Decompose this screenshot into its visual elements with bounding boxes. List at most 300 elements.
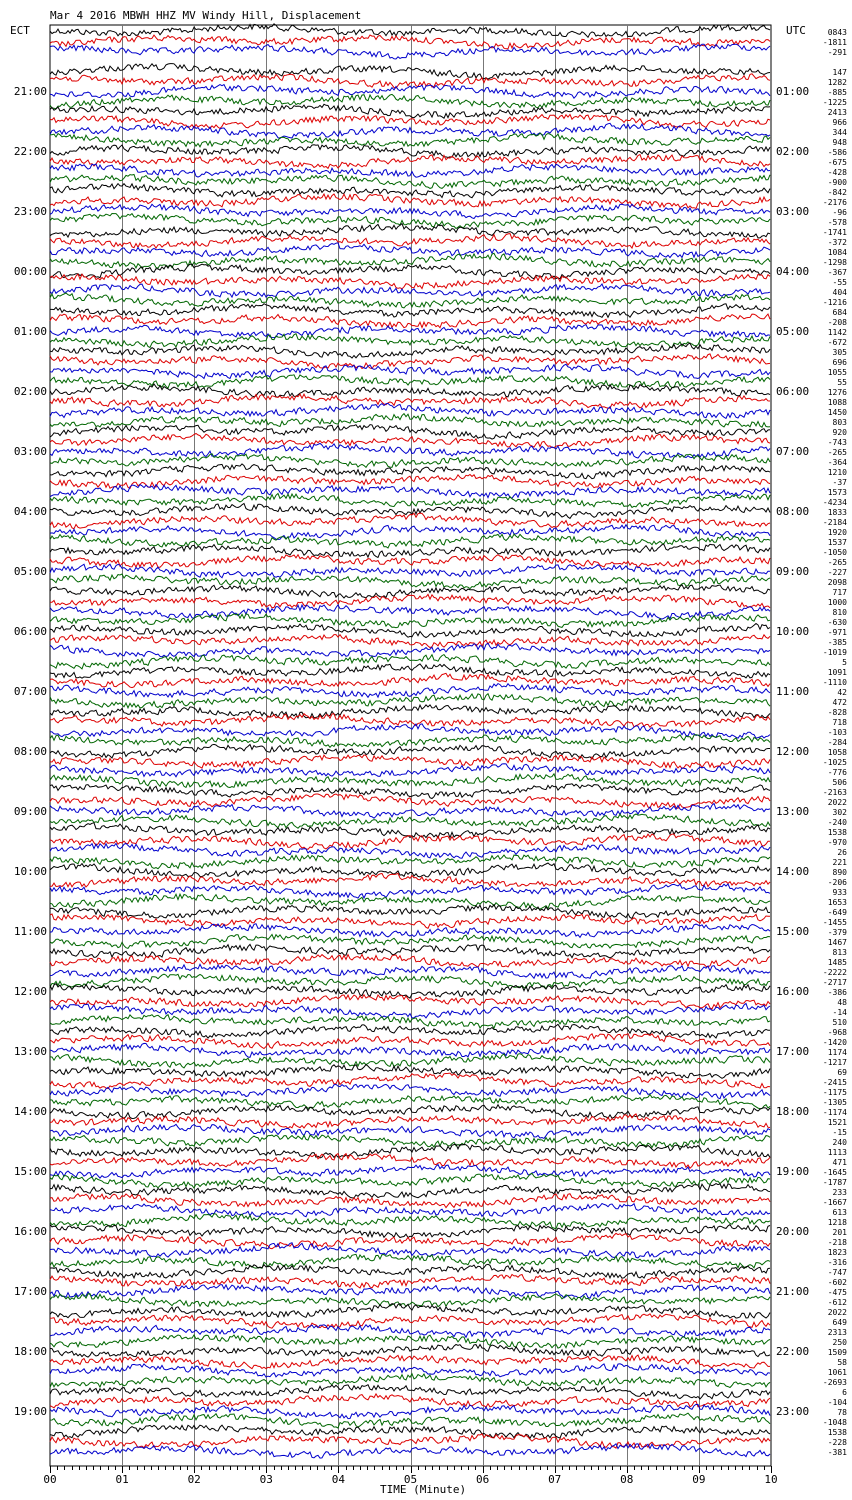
trace-line: [50, 434, 770, 448]
trace-line: [50, 774, 770, 788]
trace-value-label: 233: [832, 1188, 847, 1197]
utc-hour-label: 14:00: [776, 865, 810, 878]
trace-value-label: -612: [827, 1298, 847, 1307]
plot-frame: [50, 25, 771, 1466]
trace-line: [50, 525, 770, 540]
trace-line: [50, 264, 770, 279]
trace-line: [50, 843, 770, 858]
trace-line: [50, 1114, 770, 1129]
utc-hour-label: 20:00: [776, 1225, 810, 1238]
trace-value-label: 1058: [827, 748, 847, 757]
trace-line: [50, 914, 770, 928]
trace-value-label: 717: [832, 588, 847, 597]
trace-value-label: 58: [837, 1358, 847, 1367]
utc-hour-label: 11:00: [776, 685, 810, 698]
trace-value-label: 250: [832, 1338, 847, 1347]
trace-value-label: -2222: [822, 968, 847, 977]
trace-line: [50, 1325, 770, 1338]
trace-value-label: -284: [827, 738, 847, 747]
trace-line: [50, 104, 770, 118]
utc-hour-label: 16:00: [776, 985, 810, 998]
trace-line: [50, 1374, 770, 1388]
trace-value-label: -103: [827, 728, 847, 737]
ect-hour-label: 08:00: [13, 745, 47, 758]
trace-value-label: -2184: [822, 518, 847, 527]
trace-value-label: 920: [832, 428, 847, 437]
trace-value-label: 890: [832, 868, 847, 877]
trace-line: [50, 155, 770, 169]
trace-line: [50, 1214, 770, 1229]
trace-value-label: 1055: [827, 368, 847, 377]
trace-value-label: -828: [827, 708, 847, 717]
ect-hour-label: 22:00: [13, 145, 47, 158]
x-axis-label: TIME (Minute): [380, 1483, 467, 1496]
trace-value-label: 472: [832, 698, 847, 707]
trace-value-label: 803: [832, 418, 847, 427]
trace-line: [50, 1425, 770, 1438]
trace-line: [50, 1015, 770, 1028]
trace-value-label: -747: [827, 1268, 847, 1277]
utc-hour-label: 04:00: [776, 265, 810, 278]
trace-value-label: -291: [827, 48, 847, 57]
ect-hour-label: 13:00: [13, 1045, 47, 1058]
trace-line: [50, 164, 770, 177]
trace-value-label: 1537: [827, 538, 847, 547]
trace-value-label: 305: [832, 348, 847, 357]
trace-line: [50, 1233, 770, 1248]
trace-value-label: -885: [827, 88, 847, 97]
trace-value-label: -900: [827, 178, 847, 187]
utc-hour-label: 09:00: [776, 565, 810, 578]
trace-line: [50, 534, 770, 548]
trace-value-label: -386: [827, 988, 847, 997]
trace-value-label: 613: [832, 1208, 847, 1217]
trace-line: [50, 555, 770, 568]
x-tick-label: 08: [620, 1473, 634, 1486]
ect-hour-label: 18:00: [13, 1345, 47, 1358]
trace-value-label: -1174: [822, 1108, 847, 1117]
trace-line: [50, 1173, 770, 1188]
trace-value-label: -367: [827, 268, 847, 277]
trace-value-label: 1113: [827, 1148, 847, 1157]
trace-value-label: 1174: [827, 1048, 847, 1057]
x-tick-label: 03: [259, 1473, 273, 1486]
x-tick-label: 04: [331, 1473, 346, 1486]
trace-line: [50, 1043, 770, 1057]
trace-line: [50, 274, 770, 289]
trace-line: [50, 1345, 770, 1358]
trace-line: [50, 145, 770, 158]
trace-value-label: -1645: [822, 1168, 847, 1177]
x-tick-label: 10: [764, 1473, 778, 1486]
trace-value-label: 48: [837, 998, 847, 1007]
trace-line: [50, 664, 770, 678]
trace-value-label: 948: [832, 138, 847, 147]
trace-value-label: -1175: [822, 1088, 847, 1097]
utc-hour-label: 03:00: [776, 205, 810, 218]
trace-line: [50, 24, 770, 38]
trace-value-label: -1298: [822, 258, 847, 267]
trace-value-label: -971: [827, 628, 847, 637]
trace-line: [50, 574, 770, 589]
trace-value-label: -968: [827, 1028, 847, 1037]
x-tick-label: 01: [115, 1473, 129, 1486]
ect-hour-label: 23:00: [13, 205, 47, 218]
trace-value-label: 42: [837, 688, 847, 697]
trace-value-label: -1216: [822, 298, 847, 307]
trace-line: [50, 755, 770, 769]
utc-hour-label: 17:00: [776, 1045, 810, 1058]
trace-line: [50, 643, 770, 657]
trace-value-label: 813: [832, 948, 847, 957]
trace-line: [50, 873, 770, 887]
trace-value-label: 1538: [827, 828, 847, 837]
trace-value-label: 696: [832, 358, 847, 367]
trace-line: [50, 1294, 770, 1307]
trace-value-label: -672: [827, 338, 847, 347]
trace-value-label: -675: [827, 158, 847, 167]
trace-line: [50, 1194, 770, 1208]
trace-line: [50, 984, 770, 998]
trace-line: [50, 1243, 770, 1258]
trace-line: [50, 1034, 770, 1049]
trace-value-label: -842: [827, 188, 847, 197]
trace-value-label: -2163: [822, 788, 847, 797]
trace-value-label: 2022: [827, 798, 847, 807]
trace-line: [50, 513, 770, 529]
trace-line: [50, 1054, 770, 1068]
ect-hour-label: 17:00: [13, 1285, 47, 1298]
trace-line: [50, 64, 770, 80]
trace-line: [50, 1024, 770, 1038]
trace-value-label: -2693: [822, 1378, 847, 1387]
ect-hour-label: 16:00: [13, 1225, 47, 1238]
trace-line: [50, 1314, 770, 1328]
trace-value-label: -776: [827, 768, 847, 777]
trace-line: [50, 1084, 770, 1098]
trace-line: [50, 905, 770, 919]
trace-line: [50, 1434, 770, 1448]
trace-value-label: -1811: [822, 38, 847, 47]
trace-line: [50, 804, 770, 819]
trace-line: [50, 655, 770, 669]
trace-line: [50, 494, 770, 508]
trace-line: [50, 863, 770, 877]
trace-line: [50, 1254, 770, 1268]
chart-title: Mar 4 2016 MBWH HHZ MV Windy Hill, Displacement: [50, 9, 362, 22]
trace-value-label: -37: [832, 478, 847, 487]
trace-value-label: 1521: [827, 1118, 847, 1127]
trace-value-label: -1050: [822, 548, 847, 557]
trace-value-label: -227: [827, 568, 847, 577]
trace-line: [50, 834, 770, 849]
trace-line: [50, 325, 770, 338]
ect-hour-label: 09:00: [13, 805, 47, 818]
trace-value-label: -2176: [822, 198, 847, 207]
trace-line: [50, 614, 770, 628]
utc-hour-label: 12:00: [776, 745, 810, 758]
trace-value-label: -14: [832, 1008, 847, 1017]
trace-value-label: 933: [832, 888, 847, 897]
x-tick-label: 06: [475, 1473, 490, 1486]
trace-value-label: 506: [832, 778, 847, 787]
trace-value-label: -218: [827, 1238, 847, 1247]
trace-value-label: 1218: [827, 1218, 847, 1227]
trace-value-label: 69: [837, 1068, 847, 1077]
trace-value-label: 2313: [827, 1328, 847, 1337]
trace-line: [50, 94, 770, 108]
trace-value-label: -55: [832, 278, 847, 287]
trace-value-label: 1091: [827, 668, 847, 677]
trace-value-label: -208: [827, 318, 847, 327]
trace-line: [50, 123, 770, 138]
trace-value-label: -743: [827, 438, 847, 447]
trace-line: [50, 684, 770, 698]
trace-line: [50, 1144, 770, 1158]
trace-line: [50, 314, 770, 328]
trace-value-label: -364: [827, 458, 847, 467]
trace-value-label: 0843: [827, 28, 847, 37]
utc-hour-label: 18:00: [776, 1105, 810, 1118]
trace-value-label: 684: [832, 308, 847, 317]
trace-value-label: 649: [832, 1318, 847, 1327]
utc-hour-label: 08:00: [776, 505, 810, 518]
ect-hour-label: 07:00: [13, 685, 47, 698]
trace-value-label: 1450: [827, 408, 847, 417]
trace-value-label: -4234: [822, 498, 847, 507]
trace-line: [50, 605, 770, 619]
trace-value-label: -649: [827, 908, 847, 917]
trace-value-label: -1217: [822, 1058, 847, 1067]
trace-value-label: 201: [832, 1228, 847, 1237]
trace-line: [50, 814, 770, 828]
trace-line: [50, 35, 770, 49]
trace-value-label: -104: [827, 1398, 847, 1407]
trace-line: [50, 304, 770, 318]
trace-line: [50, 1124, 770, 1138]
utc-hour-label: 22:00: [776, 1345, 810, 1358]
trace-value-label: 718: [832, 718, 847, 727]
trace-value-label: 2413: [827, 108, 847, 117]
trace-value-label: -1225: [822, 98, 847, 107]
trace-line: [50, 855, 770, 869]
trace-line: [50, 594, 770, 607]
trace-line: [50, 735, 770, 748]
trace-line: [50, 44, 770, 59]
trace-line: [50, 1165, 770, 1179]
trace-value-label: -316: [827, 1258, 847, 1267]
ect-hour-label: 00:00: [13, 265, 47, 278]
ect-hour-label: 05:00: [13, 565, 47, 578]
trace-value-label: 1573: [827, 488, 847, 497]
trace-line: [50, 293, 770, 308]
ect-hour-label: 03:00: [13, 445, 47, 458]
trace-line: [50, 884, 770, 898]
utc-hour-label: 15:00: [776, 925, 810, 938]
trace-value-label: 221: [832, 858, 847, 867]
trace-value-label: -96: [832, 208, 847, 217]
trace-line: [50, 744, 770, 759]
trace-value-label: -265: [827, 558, 847, 567]
ect-hour-label: 12:00: [13, 985, 47, 998]
ect-hour-label: 14:00: [13, 1105, 47, 1118]
trace-value-label: -15: [832, 1128, 847, 1137]
x-tick-label: 09: [692, 1473, 706, 1486]
trace-value-label: 1088: [827, 398, 847, 407]
trace-value-label: -586: [827, 148, 847, 157]
x-tick-label: 07: [548, 1473, 562, 1486]
trace-line: [50, 475, 770, 489]
trace-line: [50, 673, 770, 687]
trace-value-label: -2717: [822, 978, 847, 987]
trace-value-label: 810: [832, 608, 847, 617]
trace-value-label: -206: [827, 878, 847, 887]
trace-value-label: 2022: [827, 1308, 847, 1317]
ect-hour-label: 21:00: [13, 85, 47, 98]
utc-hour-label: 01:00: [776, 85, 810, 98]
trace-value-label: -602: [827, 1278, 847, 1287]
trace-value-label: 344: [832, 128, 847, 137]
ect-hour-label: 15:00: [13, 1165, 47, 1178]
utc-hour-label: 05:00: [776, 325, 810, 338]
trace-line: [50, 375, 770, 388]
trace-line: [50, 995, 770, 1009]
trace-line: [50, 214, 770, 229]
trace-line: [50, 1154, 770, 1169]
trace-value-label: 1210: [827, 468, 847, 477]
trace-line: [50, 894, 770, 909]
trace-line: [50, 1264, 770, 1278]
trace-line: [50, 714, 770, 728]
trace-line: [50, 974, 770, 989]
trace-value-label: -372: [827, 238, 847, 247]
trace-line: [50, 1304, 770, 1319]
ect-hour-label: 06:00: [13, 625, 47, 638]
trace-line: [50, 485, 770, 499]
trace-value-label: -379: [827, 928, 847, 937]
trace-value-label: 6: [842, 1388, 847, 1397]
trace-line: [50, 935, 770, 949]
trace-line: [50, 1394, 770, 1408]
trace-value-label: -1025: [822, 758, 847, 767]
trace-value-label: 1282: [827, 78, 847, 87]
trace-value-label: -228: [827, 1438, 847, 1447]
trace-value-label: 471: [832, 1158, 847, 1167]
trace-line: [50, 85, 770, 99]
trace-value-label: -578: [827, 218, 847, 227]
trace-line: [50, 1444, 770, 1458]
utc-hour-label: 02:00: [776, 145, 810, 158]
trace-value-label: 1538: [827, 1428, 847, 1437]
ect-hour-label: 10:00: [13, 865, 47, 878]
trace-value-label: -1019: [822, 648, 847, 657]
trace-line: [50, 585, 770, 598]
trace-value-label: 2098: [827, 578, 847, 587]
trace-line: [50, 364, 770, 378]
trace-value-label: 1653: [827, 898, 847, 907]
trace-line: [50, 454, 770, 468]
trace-value-label: 1509: [827, 1348, 847, 1357]
trace-line: [50, 1335, 770, 1348]
trace-value-label: 147: [832, 68, 847, 77]
trace-line: [50, 1135, 770, 1147]
trace-line: [50, 784, 770, 799]
trace-line: [50, 1285, 770, 1299]
trace-line: [50, 1094, 770, 1108]
utc-hour-label: 07:00: [776, 445, 810, 458]
trace-value-label: -385: [827, 638, 847, 647]
ect-hour-label: 01:00: [13, 325, 47, 338]
trace-value-label: -1455: [822, 918, 847, 927]
trace-value-label: 240: [832, 1138, 847, 1147]
ect-hour-label: 11:00: [13, 925, 47, 938]
ect-axis-label: ECT: [10, 24, 30, 37]
utc-hour-label: 13:00: [776, 805, 810, 818]
trace-line: [50, 624, 770, 638]
trace-value-label: -381: [827, 1448, 847, 1457]
trace-value-label: 1823: [827, 1248, 847, 1257]
trace-value-label: 510: [832, 1018, 847, 1027]
trace-line: [50, 184, 770, 198]
trace-value-label: 1833: [827, 508, 847, 517]
trace-value-label: 966: [832, 118, 847, 127]
ect-hour-label: 04:00: [13, 505, 47, 518]
trace-value-label: -1110: [822, 678, 847, 687]
trace-line: [50, 354, 770, 369]
trace-line: [50, 924, 770, 938]
trace-value-label: 55: [837, 378, 847, 387]
trace-value-label: -1305: [822, 1098, 847, 1107]
trace-value-label: 1084: [827, 248, 847, 257]
trace-line: [50, 175, 770, 189]
trace-line: [50, 954, 770, 967]
ect-hour-label: 19:00: [13, 1405, 47, 1418]
utc-hour-label: 23:00: [776, 1405, 810, 1418]
trace-value-label: -265: [827, 448, 847, 457]
trace-line: [50, 544, 770, 557]
trace-value-label: 302: [832, 808, 847, 817]
trace-value-label: -2415: [822, 1078, 847, 1087]
trace-value-label: -475: [827, 1288, 847, 1297]
trace-line: [50, 944, 770, 958]
trace-value-label: -1048: [822, 1418, 847, 1427]
utc-hour-label: 06:00: [776, 385, 810, 398]
trace-value-label: 78: [837, 1408, 847, 1417]
trace-value-label: -240: [827, 818, 847, 827]
trace-line: [50, 414, 770, 428]
trace-line: [50, 224, 770, 238]
trace-value-label: -1420: [822, 1038, 847, 1047]
trace-value-label: 1920: [827, 528, 847, 537]
trace-value-label: -428: [827, 168, 847, 177]
trace-value-label: 1061: [827, 1368, 847, 1377]
x-tick-label: 05: [403, 1473, 418, 1486]
trace-value-label: 26: [837, 848, 847, 857]
trace-line: [50, 1225, 770, 1238]
trace-value-label: -1741: [822, 228, 847, 237]
trace-line: [50, 443, 770, 458]
trace-value-label: -630: [827, 618, 847, 627]
utc-axis-label: UTC: [786, 24, 806, 37]
x-tick-label: 00: [43, 1473, 57, 1486]
trace-value-label: -1787: [822, 1178, 847, 1187]
x-tick-label: 02: [187, 1473, 201, 1486]
trace-value-label: 1276: [827, 388, 847, 397]
utc-hour-label: 19:00: [776, 1165, 810, 1178]
trace-line: [50, 133, 770, 147]
trace-value-label: 1000: [827, 598, 847, 607]
trace-value-label: -970: [827, 838, 847, 847]
